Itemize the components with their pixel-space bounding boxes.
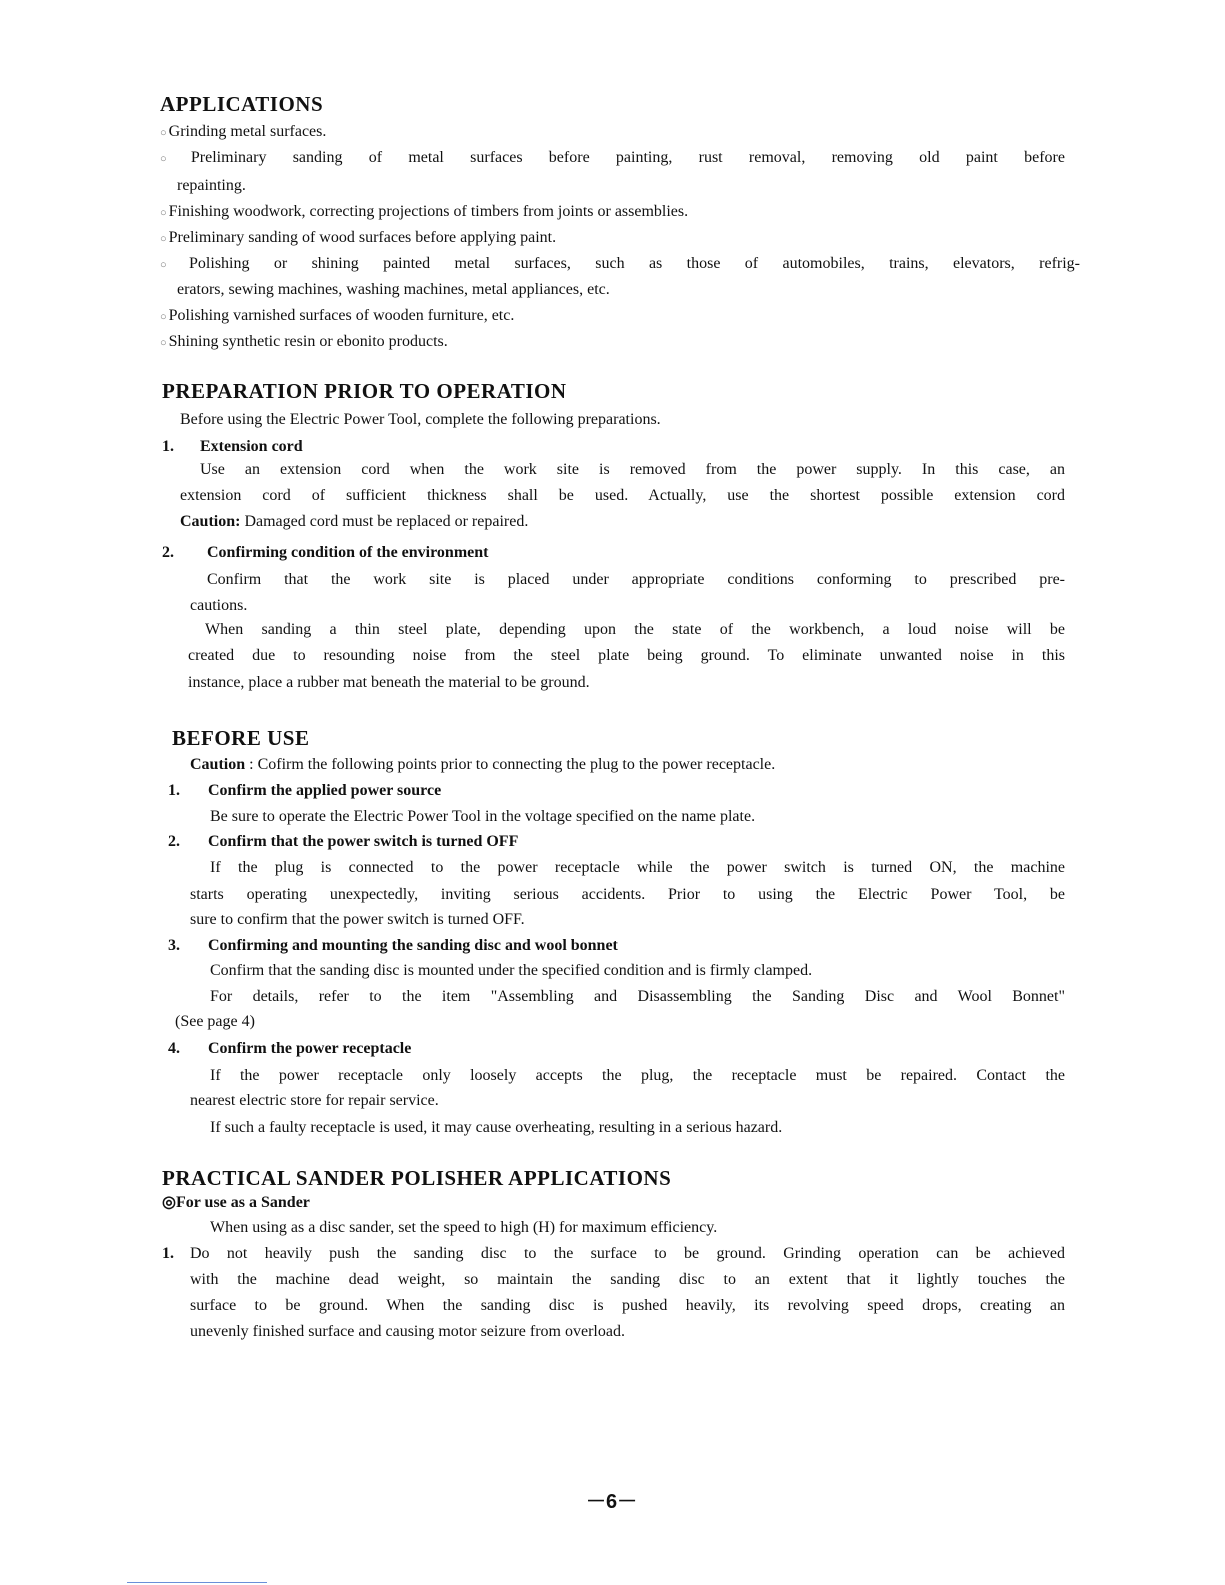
item-number: 1. <box>162 438 174 455</box>
subheading: Confirm that the power switch is turned OFF <box>208 833 519 850</box>
paragraph-line: extension cord of sufficient thickness shall be used. Actually, use the shortest possible extension cord <box>180 487 1065 504</box>
paragraph-line: Confirm that the work site is placed under appropriate conditions conforming to prescribed pre- <box>207 571 1065 588</box>
bullet-icon: ○ <box>160 207 167 219</box>
paragraph-line: If the plug is connected to the power receptacle while the power switch is turned ON, the machine <box>210 859 1065 876</box>
item-number: 2. <box>168 833 180 850</box>
subheading: Extension cord <box>200 438 303 455</box>
subheading: Confirming and mounting the sanding disc and wool bonnet <box>208 937 618 954</box>
item-number: 2. <box>162 544 174 561</box>
caution-note <box>180 512 528 532</box>
paragraph-line: If the power receptacle only loosely accepts the plug, the receptacle must be repaired. Contact the <box>210 1067 1065 1084</box>
paragraph-line: Confirm that the sanding disc is mounted under the specified condition and is firmly clamped. <box>210 962 813 979</box>
list-item-text: Polishing or shining painted metal surfaces, such as those of automobiles, trains, elevators, refrig- <box>189 255 1080 272</box>
list-item <box>160 306 514 327</box>
list-item-text: Shining synthetic resin or ebonito products. <box>168 333 448 350</box>
section-heading-applications: APPLICATIONS <box>160 92 324 116</box>
caution-label: Caution <box>190 756 246 773</box>
paragraph-line: When using as a disc sander, set the speed to high (H) for maximum efficiency. <box>210 1219 718 1236</box>
paragraph-line: Be sure to operate the Electric Power Tool in the voltage specified on the name plate. <box>210 808 756 825</box>
bullet-icon: ○ <box>160 127 167 139</box>
footer-rule <box>127 1582 267 1583</box>
bullet-icon: ○ <box>160 337 167 349</box>
list-item-text: Preliminary sanding of metal surfaces before painting, rust removal, removing old paint before <box>190 149 1065 166</box>
subheading: ◎For use as a Sander <box>162 1194 310 1211</box>
caution-text: Damaged cord must be replaced or repaired. <box>244 513 529 530</box>
list-item <box>160 202 688 223</box>
paragraph-line: created due to resounding noise from the steel plate being ground. To eliminate unwanted noise in this <box>188 647 1065 664</box>
caution-label: Caution: <box>180 513 241 530</box>
item-number: 4. <box>168 1040 180 1057</box>
bullet-icon: ○ <box>160 259 188 271</box>
section-heading-preparation: PREPARATION PRIOR TO OPERATION <box>162 379 567 403</box>
section-heading-practical: PRACTICAL SANDER POLISHER APPLICATIONS <box>162 1166 672 1190</box>
paragraph-line: For details, refer to the item "Assembling and Disassembling the Sanding Disc and Wool Bonnet" <box>210 988 1065 1005</box>
subheading: Confirm the applied power source <box>208 782 442 799</box>
paragraph-line: nearest electric store for repair service. <box>190 1092 439 1109</box>
paragraph-line: When sanding a thin steel plate, depending upon the state of the workbench, a loud noise will be <box>205 621 1065 638</box>
bullet-icon: ○ <box>160 233 167 245</box>
list-item-continuation: erators, sewing machines, washing machines, metal appliances, etc. <box>177 281 610 298</box>
item-number: 1. <box>162 1245 174 1262</box>
paragraph-line: sure to confirm that the power switch is turned OFF. <box>190 911 525 928</box>
subheading: Confirming condition of the environment <box>207 544 489 561</box>
bullet-icon: ○ <box>160 311 167 323</box>
paragraph-line: unevenly finished surface and causing motor seizure from overload. <box>190 1323 625 1340</box>
list-item-text: Finishing woodwork, correcting projections of timbers from joints or assemblies. <box>168 203 689 220</box>
section-heading-before-use: BEFORE USE <box>172 726 310 750</box>
item-number: 3. <box>168 937 180 954</box>
paragraph-line: with the machine dead weight, so maintain the sanding disc to an extent that it lightly touches the <box>190 1271 1065 1288</box>
list-item-continuation: repainting. <box>177 177 246 194</box>
list-item <box>160 332 448 353</box>
paragraph-line: Use an extension cord when the work site is removed from the power supply. In this case, an <box>200 461 1065 478</box>
paragraph-line: Do not heavily push the sanding disc to the surface to be ground. Grinding operation can be achieved <box>190 1245 1065 1262</box>
paragraph-line: If such a faulty receptacle is used, it may cause overheating, resulting in a serious hazard. <box>210 1119 783 1136</box>
list-item-text: Preliminary sanding of wood surfaces before applying paint. <box>168 229 557 246</box>
paragraph-line: cautions. <box>190 597 248 614</box>
list-item <box>160 228 556 249</box>
paragraph: Before using the Electric Power Tool, complete the following preparations. <box>180 411 661 428</box>
list-item <box>160 122 326 143</box>
bullet-icon: ○ <box>160 153 189 165</box>
paragraph-line: instance, place a rubber mat beneath the material to be ground. <box>188 674 590 691</box>
list-item <box>160 254 1080 275</box>
paragraph-line: starts operating unexpectedly, inviting serious accidents. Prior to using the Electric Power Tool, be <box>190 886 1065 903</box>
paragraph-line: surface to be ground. When the sanding disc is pushed heavily, its revolving speed drops, creating an <box>190 1297 1065 1314</box>
page-number: －6－ <box>586 1491 638 1513</box>
item-number: 1. <box>168 782 180 799</box>
caution-note <box>190 755 775 775</box>
subheading: Confirm the power receptacle <box>208 1040 412 1057</box>
caution-text: : Cofirm the following points prior to connecting the plug to the power receptacle. <box>249 756 776 773</box>
paragraph-line: (See page 4) <box>175 1013 255 1030</box>
list-item <box>160 148 1065 169</box>
list-item-text: Polishing varnished surfaces of wooden furniture, etc. <box>168 307 515 324</box>
list-item-text: Grinding metal surfaces. <box>168 123 327 140</box>
